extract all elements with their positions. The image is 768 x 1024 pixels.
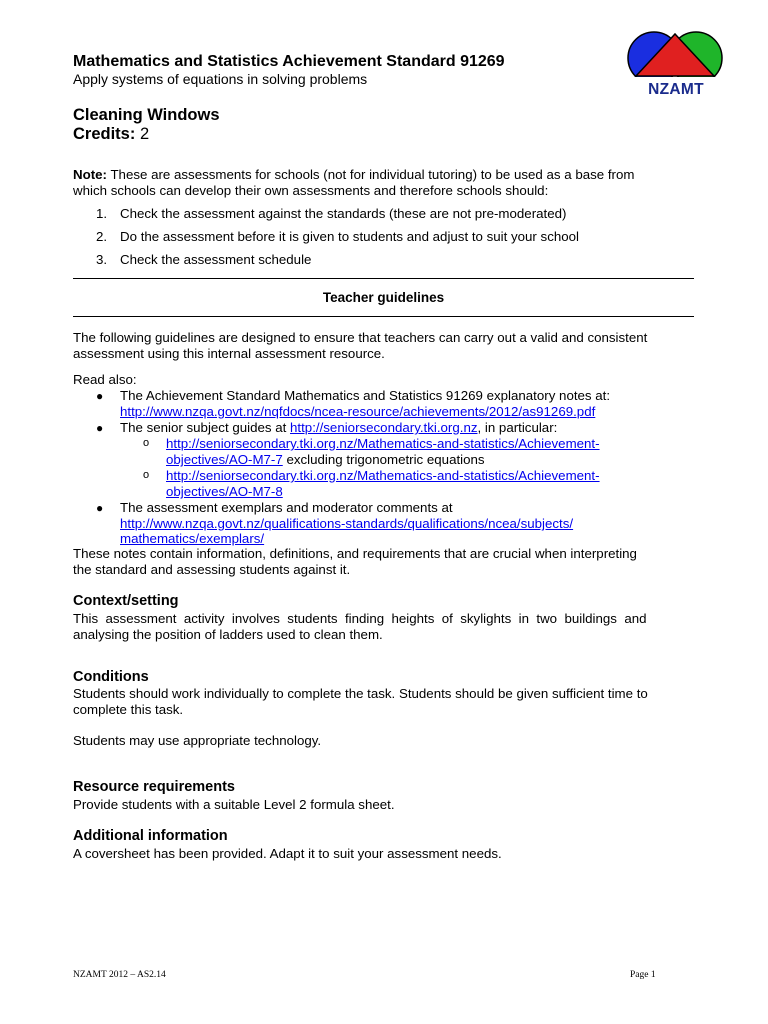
bullet-icon: ● [96, 421, 104, 435]
bullet-2-suffix: , in particular: [477, 420, 558, 435]
doc-title: Cleaning Windows [73, 106, 220, 124]
page-number: Page 1 [630, 970, 656, 980]
credits-value: 2 [139, 125, 150, 143]
note-line-2: which schools can develop their own assessments and therefore schools should: [73, 183, 549, 198]
guidelines-intro-line-1: The following guidelines are designed to ensure that teachers can carry out a valid and consistent [73, 330, 648, 345]
conditions-line-1: Students should work individually to complete the task. Students should be given sufficient time to [73, 686, 648, 701]
link-ao-m7-8-line-2[interactable]: objectives/AO-M7-8 [166, 484, 283, 499]
read-also-label: Read also: [73, 372, 137, 387]
guidelines-closing [73, 546, 695, 578]
guidelines-closing-line-2: the standard and assessing students against it. [73, 562, 351, 577]
note-item-text: Check the assessment schedule [120, 252, 312, 267]
context-line-2: analysing the position of ladders used to clean them. [73, 627, 383, 642]
bullet-1-text: The Achievement Standard Mathematics and Statistics 91269 explanatory notes at: [120, 388, 611, 403]
conditions-line-3: Students may use appropriate technology. [73, 733, 322, 748]
circle-bullet-icon: o [143, 469, 150, 481]
guidelines-intro [73, 330, 695, 362]
credits-label: Credits: [73, 125, 136, 143]
context-line-1: This assessment activity involves students finding heights of skylights in two buildings and [73, 611, 647, 626]
link-ao-m7-8-line-1[interactable]: http://seniorsecondary.tki.org.nz/Mathematics-and-statistics/Achievement- [166, 468, 600, 483]
conditions-paragraph [73, 686, 695, 718]
bullet-icon: ● [96, 389, 104, 403]
footer-left: NZAMT 2012 – AS2.14 [73, 970, 166, 980]
context-paragraph [73, 611, 695, 643]
note-label: Note: [73, 167, 107, 182]
bullet-2-text: The senior subject guides at [120, 420, 291, 435]
note-item-num: 1. [96, 206, 108, 221]
conditions-line-2: complete this task. [73, 702, 184, 717]
additional-line-1: A coversheet has been provided. Adapt it to suit your assessment needs. [73, 846, 502, 861]
note-line-1: These are assessments for schools (not for individual tutoring) to be used as a base from [106, 167, 635, 182]
link-ao-m7-7-line-1[interactable]: http://seniorsecondary.tki.org.nz/Mathematics-and-statistics/Achievement- [166, 436, 600, 451]
sub-bullet-1-suffix: excluding trigonometric equations [282, 452, 485, 467]
circle-bullet-icon: o [143, 437, 150, 449]
guidelines-closing-line-1: These notes contain information, definitions, and requirements that are crucial when interpreting [73, 546, 637, 561]
note-item-1 [0, 206, 768, 222]
note-item-num: 3. [96, 252, 108, 267]
page-subtitle: Apply systems of equations in solving problems [73, 71, 368, 87]
link-explanatory-notes[interactable]: http://www.nzqa.govt.nz/nqfdocs/ncea-resource/achievements/2012/as91269.pdf [120, 404, 596, 419]
section-heading-additional: Additional information [73, 828, 228, 844]
section-heading-resources: Resource requirements [73, 779, 235, 795]
bullet-3-text: The assessment exemplars and moderator comments at [120, 500, 453, 515]
logo-text: NZAMT [648, 81, 704, 98]
note-paragraph [73, 167, 695, 199]
note-item-text: Check the assessment against the standards (these are not pre-moderated) [120, 206, 567, 221]
sub-bullet-1-line-2 [166, 452, 485, 468]
note-item-num: 2. [96, 229, 108, 244]
section-heading-context: Context/setting [73, 593, 179, 609]
page-title: Mathematics and Statistics Achievement Standard 91269 [73, 53, 505, 70]
note-item-2 [0, 229, 768, 245]
link-exemplars-line-1[interactable]: http://www.nzqa.govt.nz/qualifications-standards/qualifications/ncea/subjects/ [120, 516, 574, 531]
link-exemplars-line-2[interactable]: mathematics/exemplars/ [120, 531, 265, 546]
link-senior-secondary[interactable]: http://seniorsecondary.tki.org.nz [290, 420, 478, 435]
credits [73, 125, 149, 144]
note-item-3 [0, 252, 768, 268]
bullet-icon: ● [96, 501, 104, 515]
divider-top [73, 278, 694, 279]
section-heading-conditions: Conditions [73, 669, 149, 685]
bullet-2 [120, 420, 557, 436]
resources-line-1: Provide students with a suitable Level 2 formula sheet. [73, 797, 395, 812]
divider-bottom [73, 316, 694, 317]
guidelines-intro-line-2: assessment using this internal assessment resource. [73, 346, 385, 361]
section-heading-guidelines: Teacher guidelines [322, 290, 445, 305]
note-item-text: Do the assessment before it is given to students and adjust to suit your school [120, 229, 579, 244]
link-ao-m7-7-line-2[interactable]: objectives/AO-M7-7 [166, 452, 283, 467]
